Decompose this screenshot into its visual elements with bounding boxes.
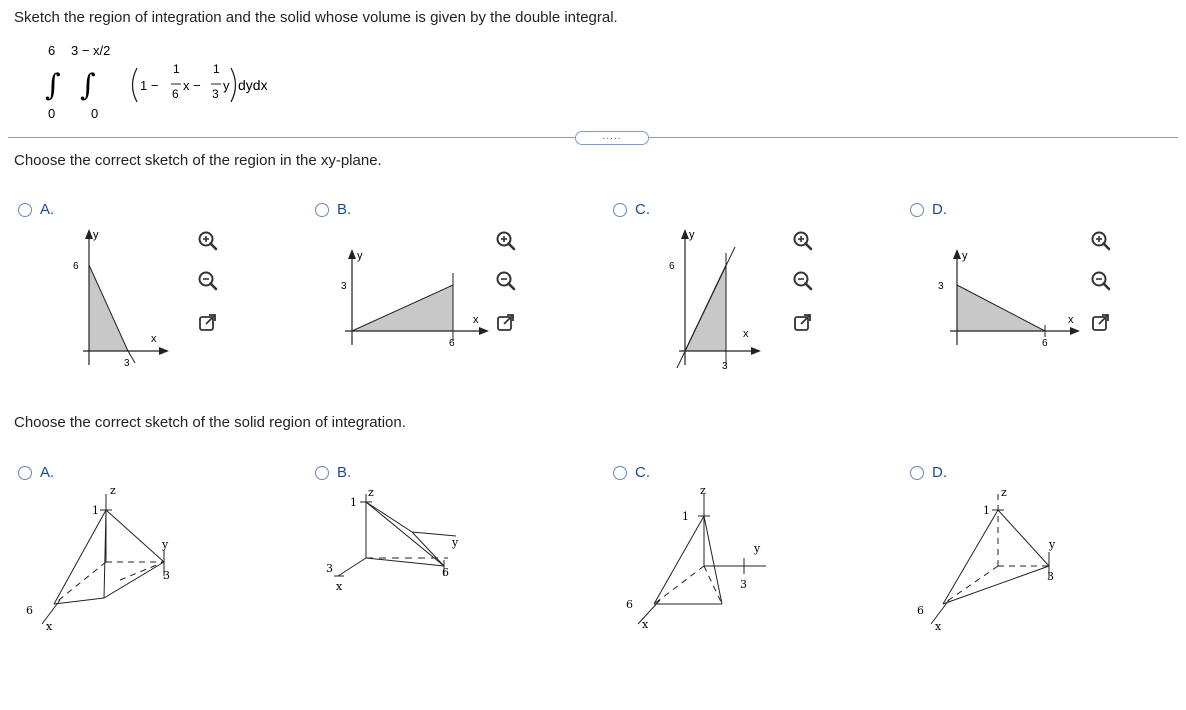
solid-sketch-d [905, 480, 1075, 640]
axis-y-label: y [93, 229, 99, 241]
double-integral [14, 40, 314, 125]
tick-x: 3 [124, 358, 130, 369]
axis-x-label: x [336, 580, 343, 593]
inner-integral-sign: ∫ [80, 68, 96, 103]
zoom-in-icon[interactable] [792, 230, 814, 252]
tick-y: 3 [740, 578, 747, 591]
zoom-in-icon[interactable] [1090, 230, 1112, 252]
radio-button[interactable] [613, 466, 627, 480]
part2-option-d[interactable] [910, 464, 947, 481]
zoom-in-icon[interactable] [495, 230, 517, 252]
part1-option-a[interactable] [18, 201, 54, 218]
tick-y: 6 [669, 261, 675, 272]
question-prompt: Sketch the region of integration and the solid whose volume is given by the double integral. [14, 9, 618, 26]
axis-z-label: z [368, 486, 374, 499]
axis-x-label: x [1068, 314, 1074, 326]
option-label: A. [40, 464, 55, 481]
option-label: D. [932, 464, 947, 481]
region-plot-b [335, 245, 505, 355]
axis-y-label: y [162, 538, 169, 551]
axis-x-label: x [743, 328, 749, 340]
tick-z-one: 1 [983, 504, 990, 517]
tick-x: 6 [917, 604, 924, 617]
radio-button[interactable] [613, 203, 627, 217]
differential: dydx [238, 77, 268, 93]
open-new-window-icon[interactable] [495, 312, 517, 334]
open-new-window-icon[interactable] [792, 312, 814, 334]
axis-z-label: z [1001, 486, 1007, 499]
zoom-out-icon[interactable] [197, 270, 219, 292]
option-label: B. [337, 464, 352, 481]
tick-x: 6 [1042, 338, 1048, 349]
var-x: x − [183, 78, 201, 93]
radio-button[interactable] [910, 203, 924, 217]
option-label: A. [40, 201, 55, 218]
solid-sketch-a [20, 480, 190, 640]
tick-z-one: 1 [350, 496, 357, 509]
option-label: D. [932, 201, 947, 218]
zoom-out-icon[interactable] [495, 270, 517, 292]
tick-y: 3 [938, 281, 944, 292]
tick-x: 6 [26, 604, 33, 617]
radio-button[interactable] [18, 466, 32, 480]
axis-y-label: y [1049, 538, 1056, 551]
option-label: C. [635, 464, 650, 481]
inner-upper-limit: 3 − x/2 [71, 43, 111, 58]
axis-x-label: x [935, 620, 942, 633]
open-new-window-icon[interactable] [1090, 312, 1112, 334]
radio-button[interactable] [18, 203, 32, 217]
axis-z-label: z [110, 484, 116, 497]
frac-denominator-3: 3 [212, 87, 219, 101]
part1-option-b[interactable] [315, 201, 351, 218]
radio-button[interactable] [315, 466, 329, 480]
tick-y: 3 [1047, 570, 1054, 583]
axis-x-label: x [46, 620, 53, 633]
frac-denominator-6: 6 [172, 87, 179, 101]
region-plot-d [930, 245, 1090, 355]
axis-x-label: x [473, 314, 479, 326]
tick-y: 3 [163, 569, 170, 582]
part2-option-c[interactable] [613, 464, 650, 481]
radio-button[interactable] [315, 203, 329, 217]
outer-lower-limit: 0 [48, 106, 56, 121]
option-label: B. [337, 201, 352, 218]
solid-sketch-b [310, 480, 480, 610]
outer-integral-sign: ∫ [45, 68, 61, 103]
part2-option-a[interactable] [18, 464, 54, 481]
tick-x: 6 [626, 598, 633, 611]
tick-y: 3 [341, 281, 347, 292]
var-y: y [223, 78, 230, 93]
frac-numerator-2: 1 [213, 62, 220, 76]
tick-y: 6 [442, 566, 449, 579]
tick-x: 6 [449, 338, 455, 349]
integrand-one: 1 − [140, 78, 159, 93]
axis-x-label: x [642, 618, 649, 631]
part1-option-c[interactable] [613, 201, 650, 218]
axis-y-label: y [962, 250, 968, 262]
tick-y: 6 [73, 261, 79, 272]
show-more-button[interactable]: ..... [575, 131, 649, 145]
zoom-in-icon[interactable] [197, 230, 219, 252]
region-plot-c [665, 225, 775, 375]
axis-x-label: x [151, 333, 157, 345]
axis-y-label: y [452, 536, 459, 549]
part2-option-b[interactable] [315, 464, 351, 481]
solid-sketch-c [620, 480, 780, 640]
part1-option-d[interactable] [910, 201, 947, 218]
zoom-out-icon[interactable] [792, 270, 814, 292]
part2-instruction: Choose the correct sketch of the solid region of integration. [14, 414, 406, 431]
zoom-out-icon[interactable] [1090, 270, 1112, 292]
open-new-window-icon[interactable] [197, 312, 219, 334]
tick-x: 3 [326, 562, 333, 575]
axis-y-label: y [754, 542, 761, 555]
axis-y-label: y [689, 229, 695, 241]
tick-z-one: 1 [682, 510, 689, 523]
part1-instruction: Choose the correct sketch of the region in the xy-plane. [14, 152, 382, 169]
axis-y-label: y [357, 250, 363, 262]
region-plot-a [55, 225, 175, 375]
outer-upper-limit: 6 [48, 43, 56, 58]
option-label: C. [635, 201, 650, 218]
inner-lower-limit: 0 [91, 106, 99, 121]
radio-button[interactable] [910, 466, 924, 480]
axis-z-label: z [700, 484, 706, 497]
tick-x: 3 [722, 361, 728, 372]
frac-numerator-1: 1 [173, 62, 180, 76]
tick-z-one: 1 [92, 504, 99, 517]
